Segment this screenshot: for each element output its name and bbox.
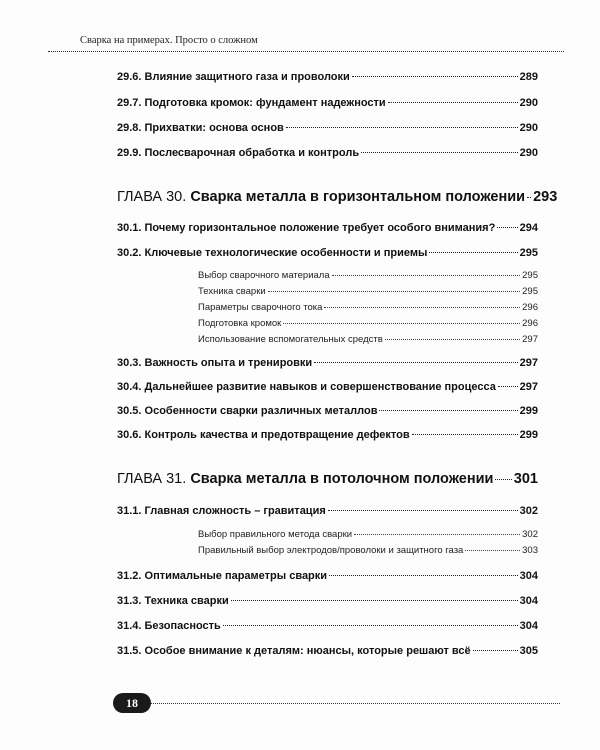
toc-entry-title: 30.2. Ключевые технологические особенности и приемы — [117, 247, 428, 259]
toc-subentry-page: 296 — [522, 318, 538, 329]
toc-entry-title: 29.8. Прихватки: основа основ — [117, 122, 284, 134]
toc-entry-page: 297 — [519, 381, 538, 393]
toc-entry-31-5 — [117, 645, 538, 657]
toc-entry-page: 304 — [519, 595, 538, 607]
toc-subentry-page: 296 — [522, 302, 538, 313]
toc-subentry-title: Выбор правильного метода сварки — [198, 529, 353, 540]
toc-subentry-title: Выбор сварочного материала — [198, 270, 330, 281]
toc-chapter-title: Сварка металла в потолочном положении — [190, 471, 494, 487]
toc-entry-page: 304 — [519, 620, 538, 632]
toc-entry-30-4 — [117, 381, 538, 393]
toc-entry-page: 304 — [519, 570, 538, 582]
toc-entry-30-3 — [117, 357, 538, 369]
dot-leader — [286, 127, 518, 128]
toc-entry-title: 29.7. Подготовка кромок: фундамент надежности — [117, 97, 386, 109]
toc-entry-30-5 — [117, 405, 538, 417]
toc-subentry-31-1-b — [198, 545, 538, 556]
dot-leader — [465, 550, 520, 551]
dot-leader — [231, 600, 518, 601]
dot-leader — [379, 410, 517, 411]
dot-leader — [473, 650, 518, 651]
toc-chapter-page: 293 — [533, 189, 558, 205]
toc-entry-title: 29.9. Послесварочная обработка и контроль — [117, 147, 360, 159]
toc-subentry-page: 295 — [522, 286, 538, 297]
toc-chapter-30 — [117, 189, 558, 205]
toc-entry-title: 31.3. Техника сварки — [117, 595, 229, 607]
toc-entry-title: 30.6. Контроль качества и предотвращение дефектов — [117, 429, 410, 441]
dot-leader — [324, 307, 520, 308]
toc-entry-29-8 — [117, 122, 538, 134]
toc-chapter-title: Сварка металла в горизонтальном положении — [190, 189, 526, 205]
toc-chapter-heading — [117, 189, 525, 205]
dot-leader — [354, 534, 520, 535]
dot-leader — [385, 339, 520, 340]
toc-entry-title: 30.4. Дальнейшее развитие навыков и совершенствование процесса — [117, 381, 496, 393]
toc-entry-title: 31.2. Оптимальные параметры сварки — [117, 570, 328, 582]
toc-subentry-30-2-a — [198, 270, 538, 281]
toc-subentry-title: Параметры сварочного тока — [198, 302, 323, 313]
toc-subentry-title: Техника сварки — [198, 286, 266, 297]
dot-leader — [361, 152, 518, 153]
dot-leader — [314, 362, 517, 363]
dot-leader — [412, 434, 518, 435]
toc-subentry-page: 297 — [522, 334, 538, 345]
toc-subentry-30-2-d — [198, 318, 538, 329]
toc-subentry-30-2-c — [198, 302, 538, 313]
dot-leader — [388, 102, 518, 103]
toc-subentry-31-1-a — [198, 529, 538, 540]
toc-subentry-page: 295 — [522, 270, 538, 281]
dot-leader — [527, 197, 531, 198]
toc-entry-31-2 — [117, 570, 538, 582]
toc-subentry-title: Правильный выбор электродов/проволоки и защитного газа — [198, 545, 464, 556]
toc-entry-title: 31.5. Особое внимание к деталям: нюансы, которые решают всё — [117, 645, 471, 657]
dot-leader — [497, 227, 517, 228]
toc-entry-30-6 — [117, 429, 538, 441]
toc-entry-title: 30.3. Важность опыта и тренировки — [117, 357, 313, 369]
toc-subentry-title: Использование вспомогательных средств — [198, 334, 383, 345]
toc-entry-31-3 — [117, 595, 538, 607]
toc-chapter-31 — [117, 471, 538, 487]
toc-entry-31-1 — [117, 505, 538, 517]
toc-subentry-30-2-b — [198, 286, 538, 297]
dot-leader — [429, 252, 517, 253]
dot-leader — [283, 323, 520, 324]
toc-entry-page: 290 — [519, 97, 538, 109]
footer-dotted-rule — [150, 703, 560, 704]
dot-leader — [352, 76, 518, 77]
toc-chapter-heading — [117, 471, 493, 487]
toc-entry-title: 30.1. Почему горизонтальное положение требует особого внимания? — [117, 222, 496, 234]
toc-entry-30-2 — [117, 247, 538, 259]
toc-entry-page: 290 — [519, 147, 538, 159]
toc-subentry-title: Подготовка кромок — [198, 318, 282, 329]
toc-entry-29-9 — [117, 147, 538, 159]
toc-entry-page: 297 — [519, 357, 538, 369]
toc-entry-31-4 — [117, 620, 538, 632]
toc-subentry-30-2-e — [198, 334, 538, 345]
dot-leader — [223, 625, 518, 626]
running-head: Сварка на примерах. Просто о сложном — [80, 35, 258, 46]
toc-chapter-label: ГЛАВА 30. — [117, 189, 187, 205]
toc-entry-page: 295 — [519, 247, 538, 259]
toc-entry-title: 29.6. Влияние защитного газа и проволоки — [117, 71, 350, 83]
dot-leader — [328, 510, 518, 511]
toc-entry-title: 31.1. Главная сложность – гравитация — [117, 505, 326, 517]
toc-entry-title: 31.4. Безопасность — [117, 620, 221, 632]
toc-entry-page: 290 — [519, 122, 538, 134]
toc-entry-title: 30.5. Особенности сварки различных металлов — [117, 405, 378, 417]
toc-entry-29-7 — [117, 97, 538, 109]
toc-entry-page: 299 — [519, 405, 538, 417]
toc-entry-page: 289 — [519, 71, 538, 83]
dot-leader — [268, 291, 520, 292]
dot-leader — [332, 275, 521, 276]
toc-entry-page: 299 — [519, 429, 538, 441]
toc-entry-page: 302 — [519, 505, 538, 517]
toc-subentry-page: 302 — [522, 529, 538, 540]
dot-leader — [329, 575, 518, 576]
toc-entry-page: 294 — [519, 222, 538, 234]
toc-chapter-label: ГЛАВА 31. — [117, 471, 187, 487]
dot-leader — [495, 479, 511, 480]
toc-entry-29-6 — [117, 71, 538, 83]
toc-entry-30-1 — [117, 222, 538, 234]
toc-subentry-page: 303 — [522, 545, 538, 556]
page-number-badge: 18 — [113, 693, 151, 713]
dot-leader — [498, 386, 518, 387]
toc-entry-page: 305 — [519, 645, 538, 657]
toc-chapter-page: 301 — [513, 471, 538, 487]
